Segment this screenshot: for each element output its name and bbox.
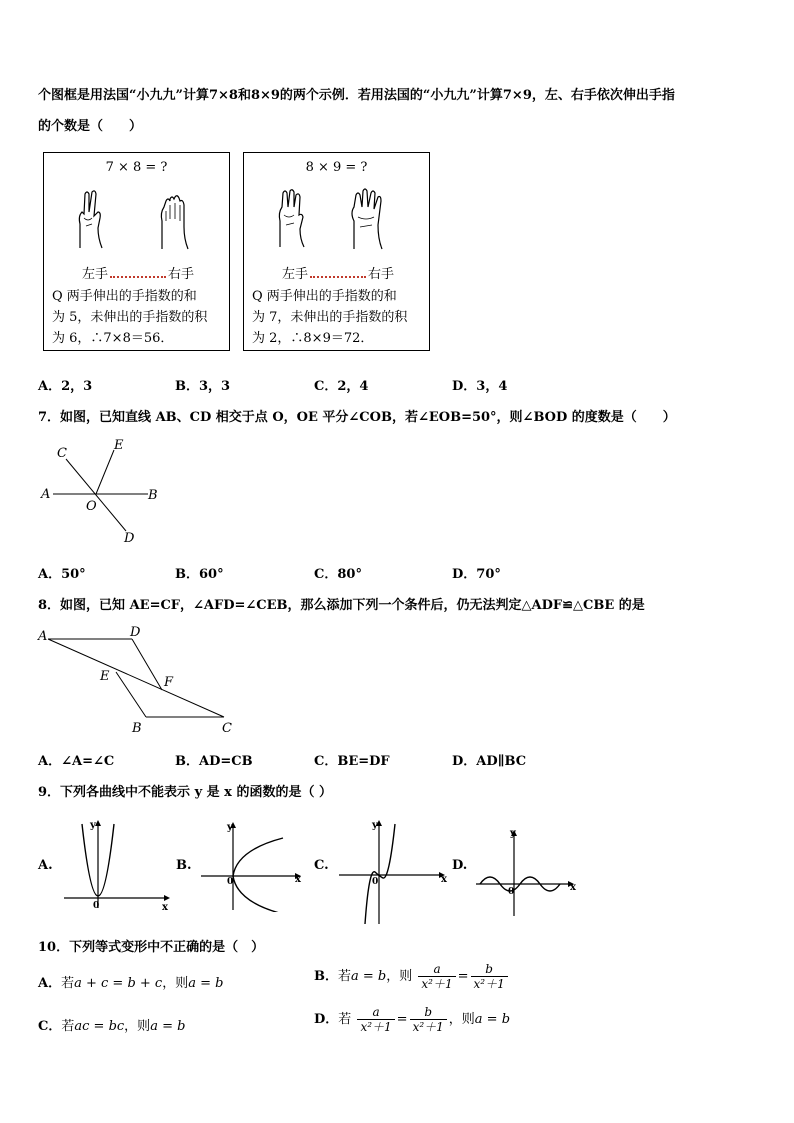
equation: a + c = b + c <box>74 976 163 991</box>
fraction <box>471 962 508 991</box>
option-letter: A． <box>38 976 62 991</box>
option-letter: D． <box>314 1012 339 1027</box>
q8-figure <box>34 622 244 740</box>
fraction <box>418 962 455 991</box>
text: ，则 <box>124 1019 151 1034</box>
box1-left-label: 左手 <box>82 267 109 282</box>
box1-line1: Q 两手伸出的手指数的和 <box>52 289 197 304</box>
box1-hands-label <box>82 263 194 282</box>
q6-stem-line1: 个图框是用法国“小九九”计算7×8和8×9的两个示例．若用法国的“小九九”计算7×9，左、右手依次伸出手指 <box>38 88 675 103</box>
axis-y-label: y <box>510 828 516 839</box>
right-hand-icon <box>348 187 388 251</box>
equation: a = b <box>150 1019 186 1034</box>
equals-sign: = <box>457 969 469 984</box>
label-a: A <box>41 487 51 502</box>
equation: a = b <box>351 969 387 984</box>
label-d: D <box>130 625 141 640</box>
option-letter: B． <box>314 969 338 984</box>
label-f: F <box>164 675 174 690</box>
q8-option-b[interactable]: B．AD=CB <box>175 754 253 769</box>
numerator: b <box>471 962 508 977</box>
numerator: b <box>410 1005 447 1020</box>
label-b: B <box>148 488 158 503</box>
q9-option-b[interactable]: B. <box>176 858 192 873</box>
numerator: a <box>357 1005 394 1020</box>
left-hand-icon <box>274 187 310 249</box>
text: 若 <box>338 969 352 984</box>
q6-example-box-2 <box>243 152 430 351</box>
text: ，则 <box>386 969 413 984</box>
box1-line3: 为 6，∴7×8＝56． <box>52 331 174 346</box>
q7-option-a[interactable]: A．50° <box>38 567 86 582</box>
denominator: x²＋1 <box>360 1020 392 1034</box>
text: ，则 <box>162 976 189 991</box>
q9-graph-c <box>335 818 455 926</box>
q9-graph-d <box>474 826 584 918</box>
q9-option-c[interactable]: C. <box>314 858 329 873</box>
q9-graph-a <box>60 818 170 910</box>
q9-stem: 9．下列各曲线中不能表示 y 是 x 的函数的是（ ） <box>38 785 332 800</box>
label-b: B <box>132 721 142 736</box>
left-hand-icon <box>74 188 110 250</box>
seg-ac <box>48 639 224 717</box>
axis-y-label: y <box>90 820 96 831</box>
box2-hands-label <box>282 263 394 282</box>
label-c: C <box>222 721 232 736</box>
equals-sign: = <box>396 1012 408 1027</box>
denominator: x²＋1 <box>473 977 505 991</box>
box2-line3: 为 2，∴8×9＝72． <box>252 331 374 346</box>
q7-option-b[interactable]: B．60° <box>175 567 224 582</box>
q10-option-a[interactable] <box>38 972 223 991</box>
label-c: C <box>57 446 67 461</box>
box1-line2: 为 5，未伸出的手指数的积 <box>52 310 208 325</box>
text: 若 <box>61 976 75 991</box>
axis-x-label: x <box>162 902 168 910</box>
denominator: x²＋1 <box>421 977 453 991</box>
q9-option-d[interactable]: D. <box>452 858 468 873</box>
right-hand-icon <box>156 191 192 251</box>
label-d: D <box>124 531 135 546</box>
q7-figure <box>38 436 168 548</box>
origin-label: 0 <box>227 877 234 887</box>
box2-line2: 为 7，未伸出的手指数的积 <box>252 310 408 325</box>
origin-label: 0 <box>372 877 379 887</box>
label-e: E <box>100 669 110 684</box>
blank-underline <box>310 270 366 278</box>
text: ，则 <box>448 1012 475 1027</box>
q6-option-a[interactable]: A．2，3 <box>38 379 93 394</box>
fraction <box>357 1005 394 1034</box>
fraction <box>410 1005 447 1034</box>
axis-y-label: y <box>372 820 378 831</box>
box2-line1: Q 两手伸出的手指数的和 <box>252 289 397 304</box>
q10-option-c[interactable] <box>38 1015 185 1034</box>
equation: a = b <box>474 1012 511 1027</box>
q6-option-d[interactable]: D．3，4 <box>452 379 508 394</box>
ray-oe <box>96 450 114 494</box>
equation: ac = bc <box>74 1019 125 1034</box>
axis-x-label: x <box>570 882 576 893</box>
q9-option-a[interactable]: A. <box>38 858 53 873</box>
seg-eb <box>116 672 146 717</box>
q6-stem-line2: 的个数是（ ） <box>38 119 143 134</box>
numerator: a <box>418 962 455 977</box>
label-o: O <box>86 499 97 514</box>
q10-option-d[interactable] <box>314 1005 510 1034</box>
q8-option-a[interactable]: A．∠A=∠C <box>38 754 115 769</box>
box2-title: 8 × 9 = ? <box>305 160 368 175</box>
origin-label: 0 <box>93 901 100 910</box>
label-e: E <box>114 438 124 453</box>
line-cd <box>66 459 126 531</box>
q7-stem: 7．如图，已知直线 AB、CD 相交于点 O，OE 平分∠COB，若∠EOB=50°，则∠BOD 的度数是（ ） <box>38 410 676 425</box>
q10-stem: 10．下列等式变形中不正确的是（ ） <box>38 940 265 955</box>
label-a: A <box>38 629 48 644</box>
box1-right-label: 右手 <box>168 267 195 282</box>
box2-left-label: 左手 <box>282 267 309 282</box>
q8-option-c[interactable]: C．BE=DF <box>314 754 390 769</box>
q7-option-c[interactable]: C．80° <box>314 567 362 582</box>
q6-example-box-1 <box>43 152 230 351</box>
q6-option-b[interactable]: B．3，3 <box>175 379 231 394</box>
box2-right-label: 右手 <box>368 267 395 282</box>
axis-y-label: y <box>227 822 233 833</box>
q10-option-b[interactable] <box>314 962 510 991</box>
text: 若 <box>61 1019 75 1034</box>
q8-stem: 8．如图，已知 AE=CF，∠AFD=∠CEB，那么添加下列一个条件后，仍无法判定△ADF≌△CBE 的是 <box>38 598 645 613</box>
axis-x-label: x <box>441 874 447 885</box>
equation: a = b <box>188 976 224 991</box>
q8-option-d[interactable]: D．AD∥BC <box>452 754 527 769</box>
box1-title: 7 × 8 = ? <box>105 160 168 175</box>
origin-label: 0 <box>508 887 515 897</box>
q6-option-c[interactable]: C．2，4 <box>314 379 369 394</box>
axis-x-label: x <box>295 874 301 885</box>
denominator: x²＋1 <box>412 1020 444 1034</box>
text: 若 <box>338 1012 352 1027</box>
blank-underline <box>110 270 166 278</box>
q7-option-d[interactable]: D．70° <box>452 567 501 582</box>
q9-graph-b <box>197 820 307 912</box>
option-letter: C． <box>38 1019 62 1034</box>
